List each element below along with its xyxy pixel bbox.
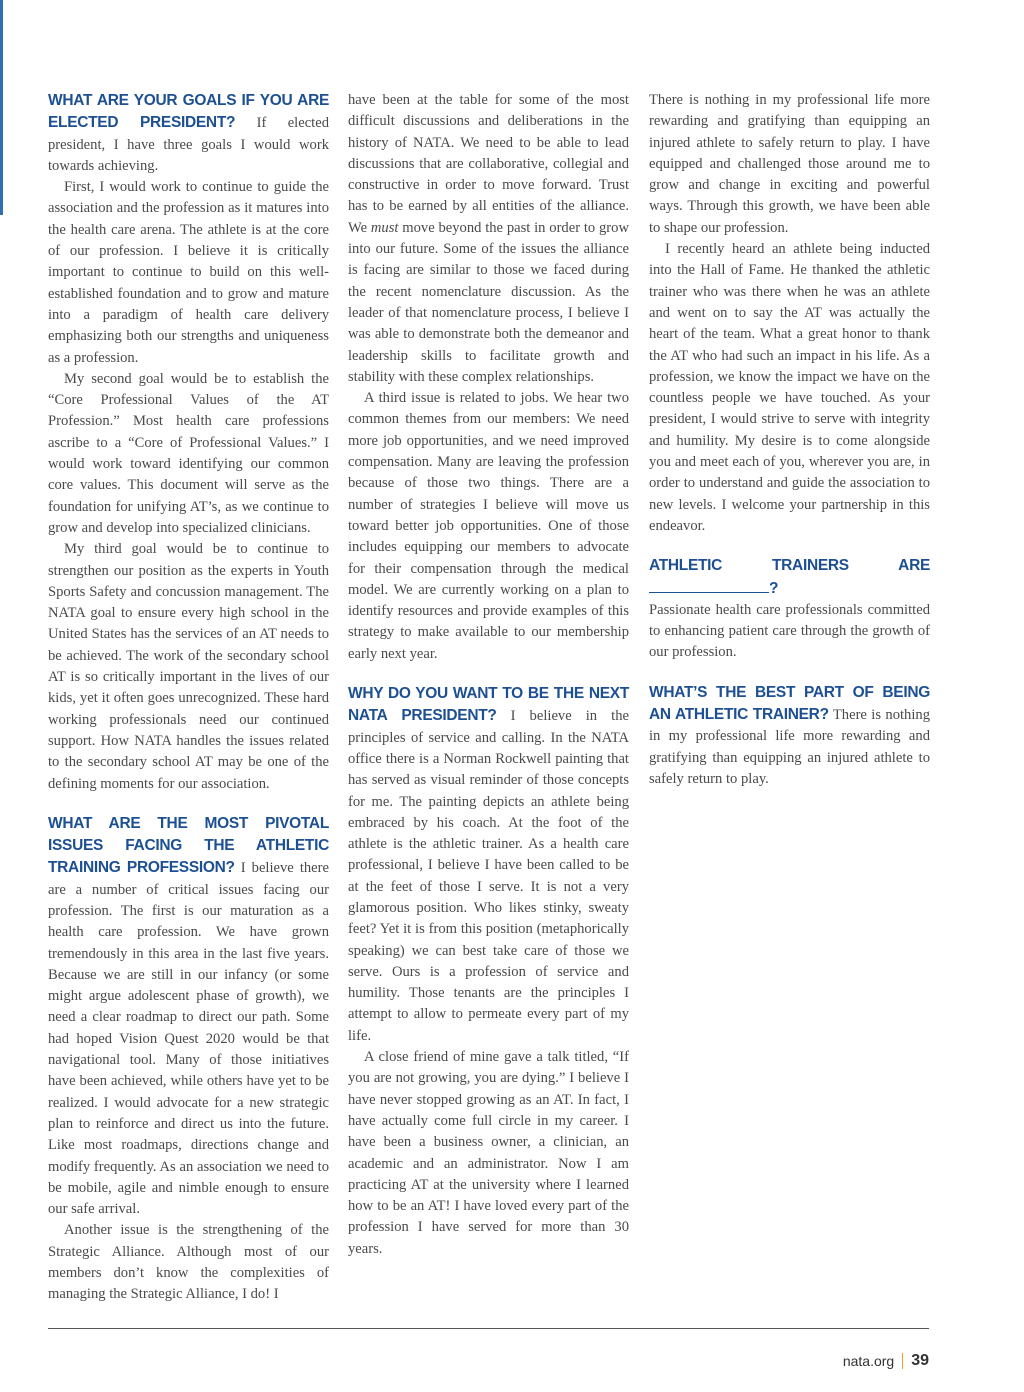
text: I believe there are a number of critical issues facing our profession. The first is our maturation as a health care profession. We have grown tremendously in this area in the last five years. Because we are still in our infancy (or some might argue adolescent phase of growth), we need a clear roadmap to direct our path. Some had hoped Vision Quest 2020 would be that navigational tool. Many of those initiatives have been achieved, while others have yet to be realized. I would advocate for a new strategic plan to reinforce and direct us into the future. Like most roadmaps, directions change and modify frequently. As an association we need to be mobile, agile and nimble enough to ensure our safe arrival. bbox=[48, 860, 329, 1218]
text: I believe in the principles of service and calling. In the NATA office there is a Norman Rockwell painting that has served as visual reminder of those concepts for me. The painting depicts an athlete being embraced by his coach. At the foot of the athlete is the athletic trainer. As a health care professional, I believe I have been called to be at the feet of those I serve. It is not a very glamorous position. Who likes stinky, sweaty feet? Yet it is from this position (metaphorically speaking) we can best take care of those we serve. Ours is a profession of service and humility. Those tenants are the principles I attempt to allow to permeate every part of my life. bbox=[348, 708, 629, 1044]
page-footer bbox=[843, 1352, 929, 1370]
footer-separator bbox=[902, 1353, 903, 1369]
column-3 bbox=[649, 90, 930, 790]
paragraph: There is nothing in my professional life more rewarding and gratifying than equipping an injured athlete to safely return to play. I have equipped and challenged those around me to grow and change in exciting and powerful ways. Through this growth, we have been able to shape our profession. bbox=[649, 92, 930, 236]
page-number: 39 bbox=[911, 1352, 929, 1369]
column-2 bbox=[348, 90, 629, 1260]
footer-site[interactable]: nata.org bbox=[842, 1353, 895, 1369]
paragraph: First, I would work to continue to guide the association and the profession as it matures into the health care arena. The athlete is at the core of our profession. I believe it is critically important to continue to build on this well-established foundation and to grow and mature into a paradigm of health care delivery emphasizing both our strengths and uniqueness as a profession. bbox=[48, 179, 329, 366]
heading-goals: WHAT ARE YOUR GOALS IF YOU ARE ELECTED PRESIDENT? bbox=[48, 92, 329, 132]
heading-why-president: WHY DO YOU WANT TO BE THE NEXT NATA PRESIDENT? bbox=[348, 685, 629, 725]
paragraph: Another issue is the strengthening of the Strategic Alliance. Although most of our members don’t know the complexities of managing the Strategic Alliance, I do! I bbox=[48, 1222, 329, 1303]
paragraph: My second goal would be to establish the “Core Professional Values of the AT Profession.” Most health care professions ascribe to a “Core of Professional Values.” I would work toward identifying our common core values. This document will serve as the foundation for unifying AT’s, as we continue to grow and develop into specialized clinicians. bbox=[48, 370, 329, 536]
text: move beyond the past in order to grow into our future. Some of the issues the alliance is facing are similar to those we faced during the recent nomenclature discussion. As the leader of that nomenclature process, I believe I was able to demonstrate both the demeanor and leadership skills to facilitate growth and stability with these complex relationships. bbox=[348, 219, 629, 385]
text: have been at the table for some of the most difficult discussions and deliberations in the history of NATA. We need to be able to lead discussions that are collaborative, collegial and constructive in order to move forward. Trust has to be earned by all entities of the alliance. We bbox=[348, 92, 629, 236]
heading-best-part: WHAT’S THE BEST PART OF BEING AN ATHLETIC TRAINER? bbox=[649, 683, 930, 724]
heading-athletic-trainers-are-line bbox=[649, 555, 930, 600]
text: There is nothing in my professional life more rewarding and gratifying than equipping an injured athlete to safely return to play. bbox=[649, 707, 931, 787]
fill-in-blank bbox=[649, 591, 769, 593]
paragraph-why-president bbox=[348, 683, 629, 1047]
page-edge-accent bbox=[0, 0, 3, 215]
paragraph: My third goal would be to continue to strengthen our position as the experts in Youth Sports Safety and concussion management. The NATA goal to ensure every high school in the United States has the services of an AT needs to be achieved. The work of the secondary school AT is so critically important in the lives of our kids, yet it often goes unrecognized. These hard working professionals need our continued support. How NATA handles the issues related to the secondary school AT may be one of the defining moments for our association. bbox=[48, 541, 329, 792]
heading-pivotal-issues: WHAT ARE THE MOST PIVOTAL ISSUES FACING THE ATHLETIC TRAINING PROFESSION? bbox=[48, 814, 329, 877]
footer-rule bbox=[48, 1328, 929, 1329]
emphasis: must bbox=[370, 219, 399, 236]
paragraph-pivotal-issues bbox=[48, 813, 329, 1221]
paragraph: A third issue is related to jobs. We hear two common themes from our members: We need more job opportunities, and we need improved compensation. Many are leaving the profession because of those two things. There are a number of strategies I believe will move us toward better job opportunities. One of those includes equipping our members to advocate for their compensation through the medical model. We are currently working on a plan to identify resources and provide examples of this strategy to make available to our membership early next year. bbox=[348, 390, 629, 662]
heading-athletic-trainers-are: ATHLETIC TRAINERS ARE bbox=[649, 557, 930, 575]
paragraph-goals bbox=[48, 90, 329, 177]
paragraph: I recently heard an athlete being inducted into the Hall of Fame. He thanked the athletic trainer who was there when he was an athlete and went on to say the AT was actually the heart of the team. What a great honor to thank the AT who had such an impact in his life. As a profession, we know the impact we have on the countless people we have touched. As your president, I would strive to serve with integrity and humility. My desire is to come alongside you and meet each of you, wherever you are, in order to understand and guide the association to new levels. I welcome your partnership in this endeavor. bbox=[649, 241, 930, 534]
paragraph bbox=[348, 90, 629, 388]
paragraph: Passionate health care professionals committed to enhancing patient care through the growth of our profession. bbox=[649, 601, 930, 661]
heading-question-mark: ? bbox=[769, 579, 779, 597]
paragraph-best-part bbox=[649, 682, 930, 790]
text: If elected president, I have three goals I would work towards achieving. bbox=[48, 115, 330, 174]
paragraph: A close friend of mine gave a talk titled, “If you are not growing, you are dying.” I believe I have never stopped growing as an AT. In fact, I have actually come full circle in my career. I have been a business owner, a clinician, an academic and an administrator. Now I am practicing AT at the university where I learned how to be an AT! I have loved every part of the profession I have served for more than 30 years. bbox=[348, 1049, 629, 1257]
column-1 bbox=[48, 90, 329, 1306]
